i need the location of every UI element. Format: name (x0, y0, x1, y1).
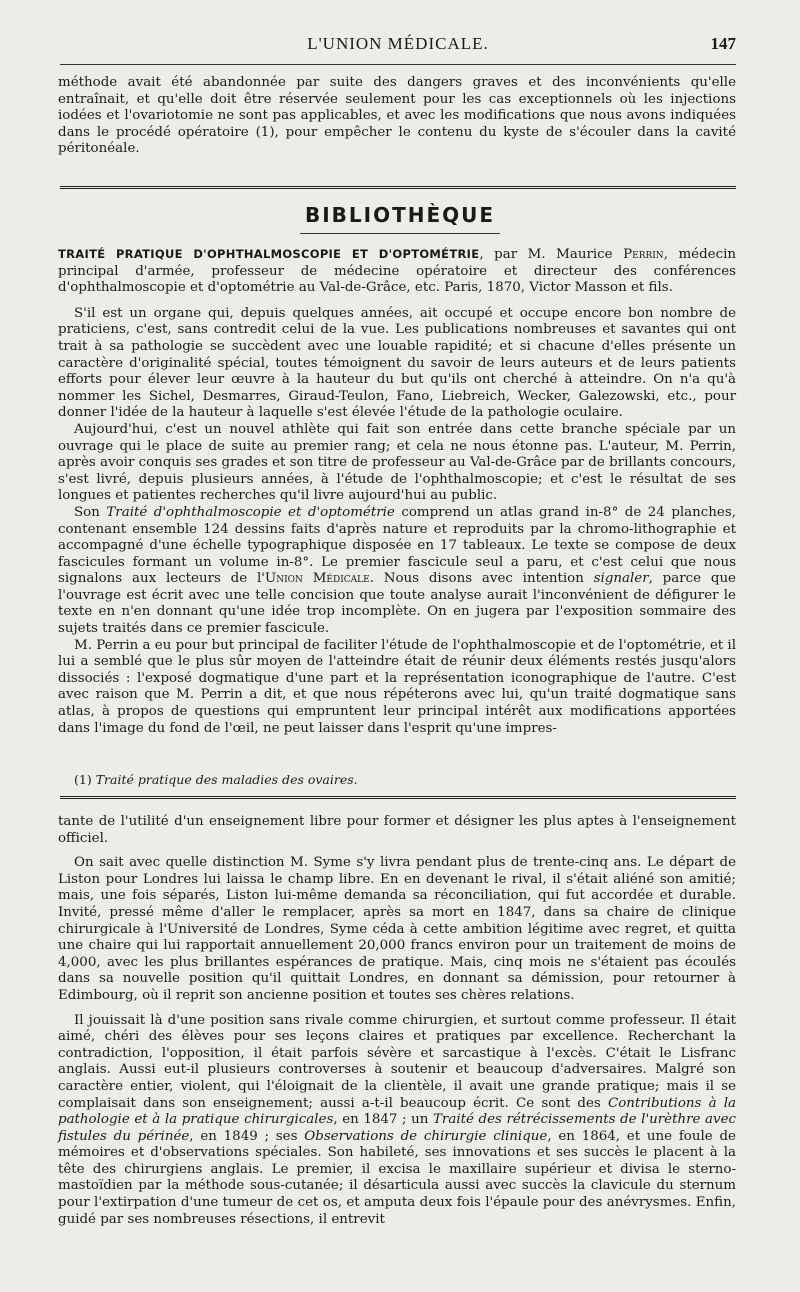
review-entry (58, 246, 736, 297)
footnote-marker: (1) (74, 772, 92, 787)
section-rule-under (300, 233, 500, 234)
header-rule (60, 64, 736, 65)
lower-p3-d: , en 1864, et une foule de mémoires et d'observations spéciales. Son habileté, ses innovations et ses succès le placent à la tête des chirurgiens anglais. Le premier, il excisa le maxillaire supérieur et divisa le sterno-mastoïdien par la méthode sous-cutanée; il désarticula aussi avec succès la clavicule du sternum pour l'extirpation d'une tumeur de cet os, et amputa deux fois l'épaule pour des anévrysmes. Enfin, guidé par ses nombreuses résections, il entrevit (58, 1128, 736, 1227)
review-p3-a: Son (74, 504, 107, 520)
top-paragraph: méthode avait été abandonnée par suite des dangers graves et des inconvénients qu'elle entraînait, et qu'elle doit être réservée seulement pour les cas exceptionnels où les injections iodées et l'ovariotomie ne sont pas applicables, et avec les modifications que nous avons indiquées dans le procédé opératoire (1), pour empêcher le contenu du kyste de s'écouler dans la cavité péritonéale. (58, 75, 736, 157)
running-title: L'UNION MÉDICALE. (307, 34, 489, 53)
lower-paragraph-2: On sait avec quelle distinction M. Syme s'y livra pendant plus de trente-cinq ans. Le départ de Liston pour Londres lui laissa le champ libre. En en devenant le rival, il s'était aliéné son amitié; mais, une fois séparés, Liston lui-même demanda sa réconciliation, qui fut accordée et durable. Invité, pressé même d'aller le remplacer, après sa mort en 1847, dans sa chaire de clinique chirurgicale à l'Université de Londres, Syme céda à cette ambition légitime avec regret, et quitta une chaire qui lui rapportait annuellement 20,000 francs environ pour un traitement de moins de 4,000, avec les plus brillantes espérances de pratique. Mais, cinq mois ne s'étaient pas écoulés dans sa nouvelle position qu'il quittait Londres, en donnant sa démission, pour retourner à Edimbourg, où il reprit son ancienne position et toutes ses chères relations. (58, 855, 736, 1003)
lower-p3-work-2: Traité des rétrécissements de l'urèthre avec fistules du périnée (58, 1112, 736, 1144)
footnote-text: Traité pratique des maladies des ovaires. (95, 772, 358, 787)
page-header (60, 34, 736, 58)
review-book-title: TRAITÉ PRATIQUE D'OPHTHALMOSCOPIE ET D'OPTOMÉTRIE (58, 247, 480, 261)
review-p3-title: Traité d'ophthalmoscopie et d'optométrie (106, 504, 395, 520)
review-author: Perrin (623, 247, 664, 262)
lower-p3-b: , en 1847 ; un (333, 1112, 433, 1128)
review-block (58, 246, 736, 737)
lower-p3-work-1: Contributions à la pathologie et à la pratique chirurgicales (58, 1095, 736, 1128)
feuilleton-rule (60, 796, 736, 799)
lower-paragraph-1: tante de l'utilité d'un enseignement libre pour former et désigner les plus aptes à l'enseignement officiel. (58, 814, 736, 846)
lower-p3-work-3: Observations de chirurgie clinique (304, 1128, 548, 1144)
top-paragraph-block (58, 75, 736, 158)
review-p3-c: . Nous disons avec intention (369, 571, 594, 587)
review-paragraph-3 (58, 505, 736, 638)
review-p3-d: , parce que l'ouvrage est écrit avec une telle concision que toute analyse aurait l'inconvénient de défigurer le texte en n'en donnant qu'une idée trop incomplète. On en jugera par l'exposition sommaire des sujets traités dans ce premier fascicule. (58, 571, 736, 637)
section-rule-top (60, 186, 736, 189)
page-number: 147 (710, 34, 736, 53)
lower-paragraph-3 (58, 1013, 736, 1229)
review-byline-par: , par M. Maurice (479, 247, 624, 262)
review-p3-journal: Union Médicale (264, 571, 370, 587)
review-p3-emphasis: signaler (593, 571, 649, 587)
lower-p3-c: , en 1849 ; ses (189, 1128, 305, 1144)
review-p3-b: comprend un atlas grand in-8° de 24 planches, contenant ensemble 124 dessins faits d'après nature et reproduits par la chromo-lithographie et accompagné d'une échelle typographique disposée en 17 tableaux. Le texte se compose de deux fascicules formant un volume in-8°. Le premier fascicule seul a paru, et c'est celui que nous signalons aux lecteurs de l' (58, 504, 736, 587)
footnote (74, 772, 736, 787)
review-paragraph-2: Aujourd'hui, c'est un nouvel athlète qui fait son entrée dans cette branche spéciale par un ouvrage qui le place de suite au premier rang; et cela ne nous étonne pas. L'auteur, M. Perrin, après avoir conquis ses grades et son titre de professeur au Val-de-Grâce par de brillants concours, s'est livré, depuis plusieurs années, à l'étude de l'ophthalmoscopie; et c'est le résultat de ses longues et patientes recherches qu'il livre aujourd'hui au public. (58, 421, 736, 504)
review-byline-rest: , médecin principal d'armée, professeur de médecine opératoire et directeur des conférences d'ophthalmoscopie et d'optométrie au Val-de-Grâce, etc. Paris, 1870, Victor Masson et fils. (58, 247, 736, 296)
review-paragraph-1: S'il est un organe qui, depuis quelques années, ait occupé et occupe encore bon nombre de praticiens, c'est, sans contredit celui de la vue. Les publications nombreuses et savantes qui ont trait à sa pathologie se succèdent avec une louable rapidité; et si chacune d'elles présente un caractère d'originalité spécial, toutes témoignent du savoir de leurs auteurs et de leurs patients efforts pour élever leur œuvre à la hauteur du but qu'ils ont cherché à atteindre. On n'a qu'à nommer les Sichel, Desmarres, Giraud-Teulon, Fano, Liebreich, Wecker, Galezowski, etc., pour donner l'idée de la hauteur à laquelle s'est élevée l'étude de la pathologie oculaire. (58, 305, 736, 421)
lower-block (58, 814, 736, 1228)
lower-p3-a: Il jouissait là d'une position sans rivale comme chirurgien, et surtout comme professeur. Il était aimé, chéri des élèves pour ses leçons claires et pratiques par excellence. Recherchant la contradiction, l'opposition, il était parfois sévère et sarcastique à l'excès. C'était le Lisfranc anglais. Aussi eut-il plusieurs controverses à soutenir et beaucoup d'adversaires. Malgré son caractère entier, violent, qui l'éloignait de la clientèle, il avait une grande pratique; mais il se complaisait dans son enseignement; aussi a-t-il beaucoup écrit. Ce sont des (58, 1012, 736, 1111)
review-paragraph-4: M. Perrin a eu pour but principal de faciliter l'étude de l'ophthalmoscopie et de l'optométrie, et il lui a semblé que le plus sûr moyen de l'atteindre était de réunir deux éléments restés jusqu'alors dissociés : l'exposé dogmatique d'une part et la représentation iconographique de l'autre. C'est avec raison que M. Perrin a dit, et que nous répéterons avec lui, qu'un traité dogmatique sans atlas, à propos de questions qui empruntent leur principal intérêt aux modifications apportées dans l'image du fond de l'œil, ne peut laisser dans l'esprit qu'une impres- (58, 637, 736, 736)
section-heading: BIBLIOTHÈQUE (304, 203, 496, 227)
